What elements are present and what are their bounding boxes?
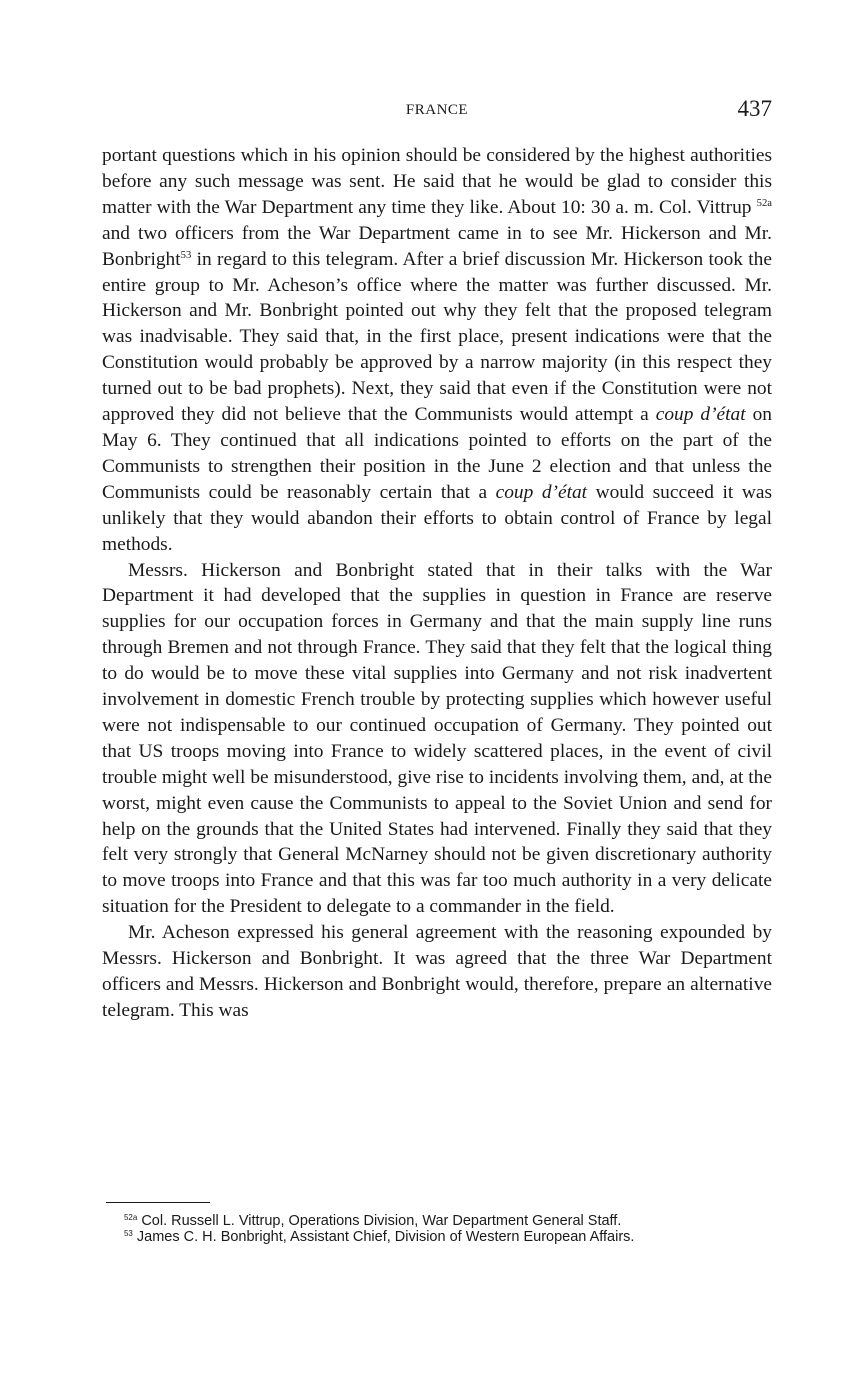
footnote-marker: 52a xyxy=(124,1212,138,1222)
footnote-text: James C. H. Bonbright, Assistant Chief, Division of Western European Affairs. xyxy=(132,1228,635,1245)
footnote-53 xyxy=(104,1230,774,1246)
paragraph-2: Messrs. Hickerson and Bonbright stated that in their talks with the War Department it had developed that the supplies in question in France are reserve supplies for our occupation forces in Germany and that the main supply line runs through Bremen and not through France. They said that they felt that the logical thing to do would be to move these vital supplies into Germany and not risk inadvertent involvement in domestic French trouble by protecting supplies which however useful were not indispensable to our continued occupation of Germany. They pointed out that US troops moving into France to widely scattered places, in the event of civil trouble might well be misunderstood, give rise to incidents involving them, and, at the worst, might even cause the Communists to appeal to the Soviet Union and send for help on the grounds that the United States had intervened. Finally they said that they felt very strongly that General McNarney should not be given discretionary authority to move troops into France and that this was far too much authority in a very delicate situation for the President to delegate to a commander in the field. xyxy=(102,559,772,918)
footnote-52a xyxy=(104,1214,774,1230)
paragraph-1-text-c: in regard to this telegram. After a brief discussion Mr. Hickerson took the entire group to Mr. Acheson’s office where the matter was further discussed. Mr. Hickerson and Mr. Bonbright pointed out why they felt that the proposed telegram was inadvisable. They said that, in the first place, present indications were that the Constitution would probably be approved by a narrow majority (in this respect they turned out to be bad prophets). Next, they said that even if the Constitution were not approved they did not believe that the Communists would attempt a xyxy=(102,248,772,426)
footnote-text: Col. Russell L. Vittrup, Operations Division, War Department General Staff. xyxy=(137,1213,622,1229)
paragraph-3: Mr. Acheson expressed his general agreement with the reasoning expounded by Messrs. Hickerson and Bonbright. It was agreed that the three War Department officers and Messrs. Hickerson and Bonbright would, therefore, prepare an alternative telegram. This was xyxy=(102,922,772,1021)
paragraph-1-text-d: on May 6. They continued that all indications pointed to efforts on the part of the Communists to strengthen their position in the June 2 election and that unless the Communists could be reasonably certain that a xyxy=(102,404,772,503)
footnote-ref-52a: 52a xyxy=(756,196,772,209)
paragraph-1-text-b: and two officers from the War Department came in to see Mr. Hickerson and Mr. Bonbright xyxy=(102,222,772,270)
footnotes xyxy=(104,1214,774,1245)
paragraph-1-text-e: would succeed it was unlikely that they would abandon their efforts to obtain control of France by legal methods. xyxy=(102,481,772,555)
footnote-ref-53: 53 xyxy=(180,248,192,261)
page-header xyxy=(102,96,772,128)
body-text xyxy=(102,143,772,1024)
page-number: 437 xyxy=(737,96,772,121)
paragraph-1 xyxy=(102,143,772,558)
italic-coup-detat-1: coup d’état xyxy=(655,404,746,426)
italic-coup-detat-2: coup d’état xyxy=(495,481,588,503)
footnote-marker: 53 xyxy=(124,1228,133,1238)
paragraph-1-text-a: portant questions which in his opinion should be considered by the highest authorities before any such message was sent. He said that he would be glad to consider this matter with the War Department any time they like. About 10: 30 a. m. Col. Vittrup xyxy=(102,145,772,218)
footnote-separator xyxy=(106,1202,210,1203)
running-title: FRANCE xyxy=(405,102,469,118)
